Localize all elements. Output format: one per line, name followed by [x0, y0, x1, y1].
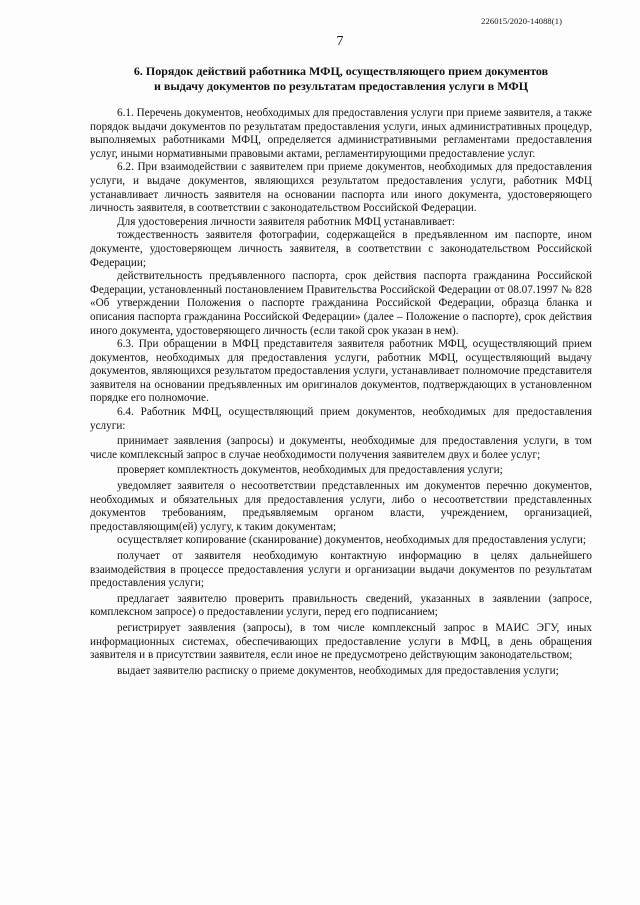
- list-item-notifies: уведомляет заявителя о несоответствии представленных им документов перечню документов, необходимых и обязательных для предоставления услуги, либо о несоответствии представленных документов требованиям, предъявляемым органом власти, учреждением, организацией, предоставляющим(ей) услугу, к таким документам;: [90, 480, 592, 533]
- list-item-accepts: принимает заявления (запросы) и документы, необходимые для предоставления услуги, в том числе комплексный запрос в случае необходимости получения заявителем двух и более услуг;: [90, 435, 592, 461]
- list-item-registers: регистрирует заявления (запросы), в том числе комплексный запрос в МАИС ЭГУ, иных информационных системах, обеспечивающих предоставление услуги в МФЦ, в день обращения заявителя и в присутствии заявителя, если иное не предусмотрено действующим законодательством;: [90, 621, 592, 662]
- section-heading: [90, 64, 592, 94]
- list-item-verify: предлагает заявителю проверить правильность сведений, указанных в заявлении (запросе, комплексном запросе) о предоставлении услуги, перед его подписанием;: [90, 592, 592, 619]
- list-item-copies: осуществляет копирование (сканирование) документов, необходимых для предоставления услуги;: [117, 534, 586, 547]
- section-title-line-2: и выдачу документов по результатам предоставления услуги в МФЦ: [153, 79, 529, 93]
- paragraph-6-4: 6.4. Работник МФЦ, осуществляющий прием документов, необходимых для предоставления услуги:: [90, 406, 592, 432]
- paragraph-6-1: 6.1. Перечень документов, необходимых для предоставления услуги при приеме заявителя, а также порядок выдачи документов по результатам предоставления услуги, иных административных процедур, выполняемых работниками МФЦ, определяется административными регламентами предоставления услуг, иными нормативными правовыми актами, регламентирующими предоставление услуг.: [90, 107, 592, 160]
- list-item-receipt: выдает заявителю расписку о приеме документов, необходимых для предоставления услуги;: [117, 664, 559, 677]
- paragraph-6-3: 6.3. При обращении в МФЦ представителя заявителя работник МФЦ, осуществляющий прием документов, необходимых для предоставления услуги, работник МФЦ, осуществляющий выдачу документов, являющихся результатом предоставления услуги, устанавливает полномочие представителя заявителя на основании предъявленных им оригиналов документов, подтверждающих в установленном порядке его полномочие.: [90, 338, 592, 405]
- list-item-checks: проверяет комплектность документов, необходимых для предоставления услуги;: [117, 464, 503, 477]
- document-body: [90, 107, 592, 678]
- document-number: 226015/2020-14088(1): [481, 16, 562, 26]
- paragraph-identity-intro: Для удостоверения личности заявителя работник МФЦ устанавливает:: [117, 215, 456, 228]
- paragraph-identity-photo: тождественность заявителя фотографии, содержащейся в предъявленном им паспорте, ином документе, удостоверяющем личность заявителя, в соответствии с законодательством Российской Федерации;: [90, 229, 592, 269]
- section-title-line-1: 6. Порядок действий работника МФЦ, осуществляющего прием документов: [133, 64, 549, 78]
- list-item-contacts: получает от заявителя необходимую контактную информацию в целях дальнейшего взаимодействия в процессе предоставления услуги и организации выдачи документов по результатам предоставления услуги;: [90, 550, 592, 590]
- paragraph-passport-validity: действительность предъявленного паспорта, срок действия паспорта гражданина Российской Федерации, установленный постановлением Правительства Российской Федерации от 08.07.1997 № 828 «Об утверждении Положения о паспорте гражданина Российской Федерации, образца бланка и описания паспорта гражданина Российской Федерации» (далее – Положение о паспорте), срок действия иного документа, удостоверяющего личность (если такой срок указан в нем).: [90, 270, 592, 337]
- page-number: 7: [336, 34, 344, 49]
- paragraph-6-2: 6.2. При взаимодействии с заявителем при приеме документов, необходимых для предоставления услуги, и выдаче документов, являющихся результатом предоставления услуги, работник МФЦ устанавливает личность заявителя на основании паспорта или иного документа, удостоверяющего личность заявителя, в соответствии с законодательством Российской Федерации.: [90, 161, 592, 215]
